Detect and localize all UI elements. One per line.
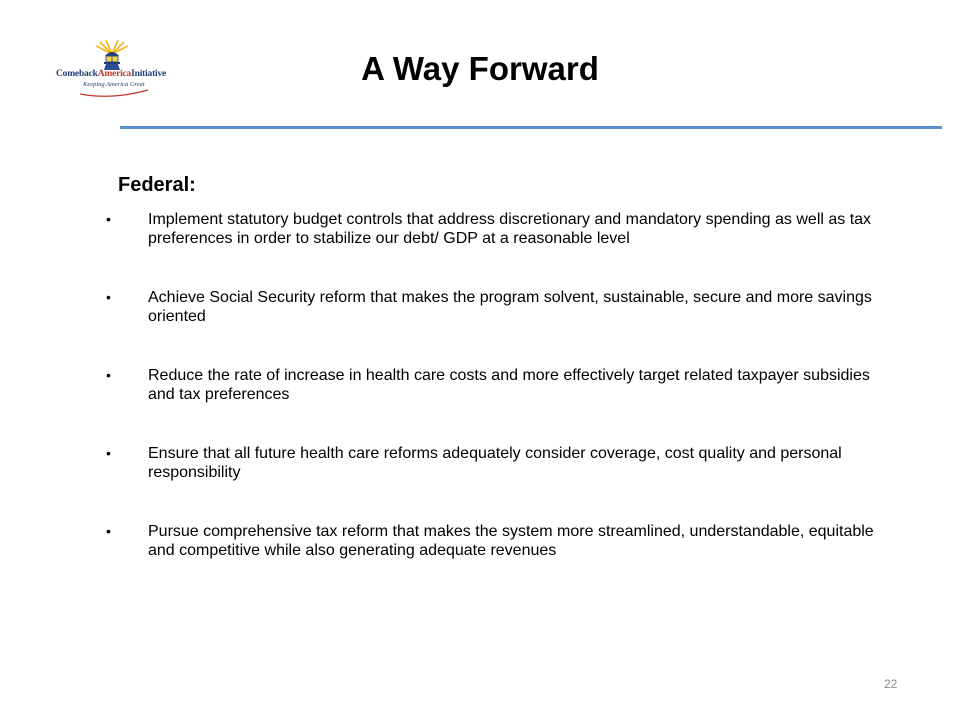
bullet-text: Reduce the rate of increase in health care costs and more effectively target related taxpayer subsidies and tax preferences [148,367,870,403]
bullet-marker: • [106,289,111,305]
bullet-item [106,288,896,326]
bullet-text: Pursue comprehensive tax reform that makes the system more streamlined, understandable, equitable and competitive while also generating adequate revenues [148,523,874,559]
bullet-text: Achieve Social Security reform that makes the program solvent, sustainable, secure and more savings oriented [148,289,872,325]
title-divider [120,126,942,129]
logo-name: ComebackAmericaInitiative [56,69,167,79]
bullet-item [106,210,896,248]
bullet-item [106,444,896,482]
bullet-item [106,366,896,404]
bullet-marker: • [106,445,111,461]
bullet-list [106,210,896,600]
bullet-text: Implement statutory budget controls that address discretionary and mandatory spending as well as tax preferences in order to stabilize our debt/ GDP at a reasonable level [148,211,872,247]
bullet-item [106,522,896,560]
bullet-text: Ensure that all future health care reforms adequately consider coverage, cost quality and personal responsibility [148,445,842,481]
bullet-marker: • [106,211,111,227]
slide-title: A Way Forward [361,50,599,87]
page-number: 22 [884,677,898,691]
bullet-marker: • [106,523,111,539]
logo-tagline: Keeping America Great [83,81,145,88]
section-heading: Federal: [118,174,196,196]
bullet-marker: • [106,367,111,383]
